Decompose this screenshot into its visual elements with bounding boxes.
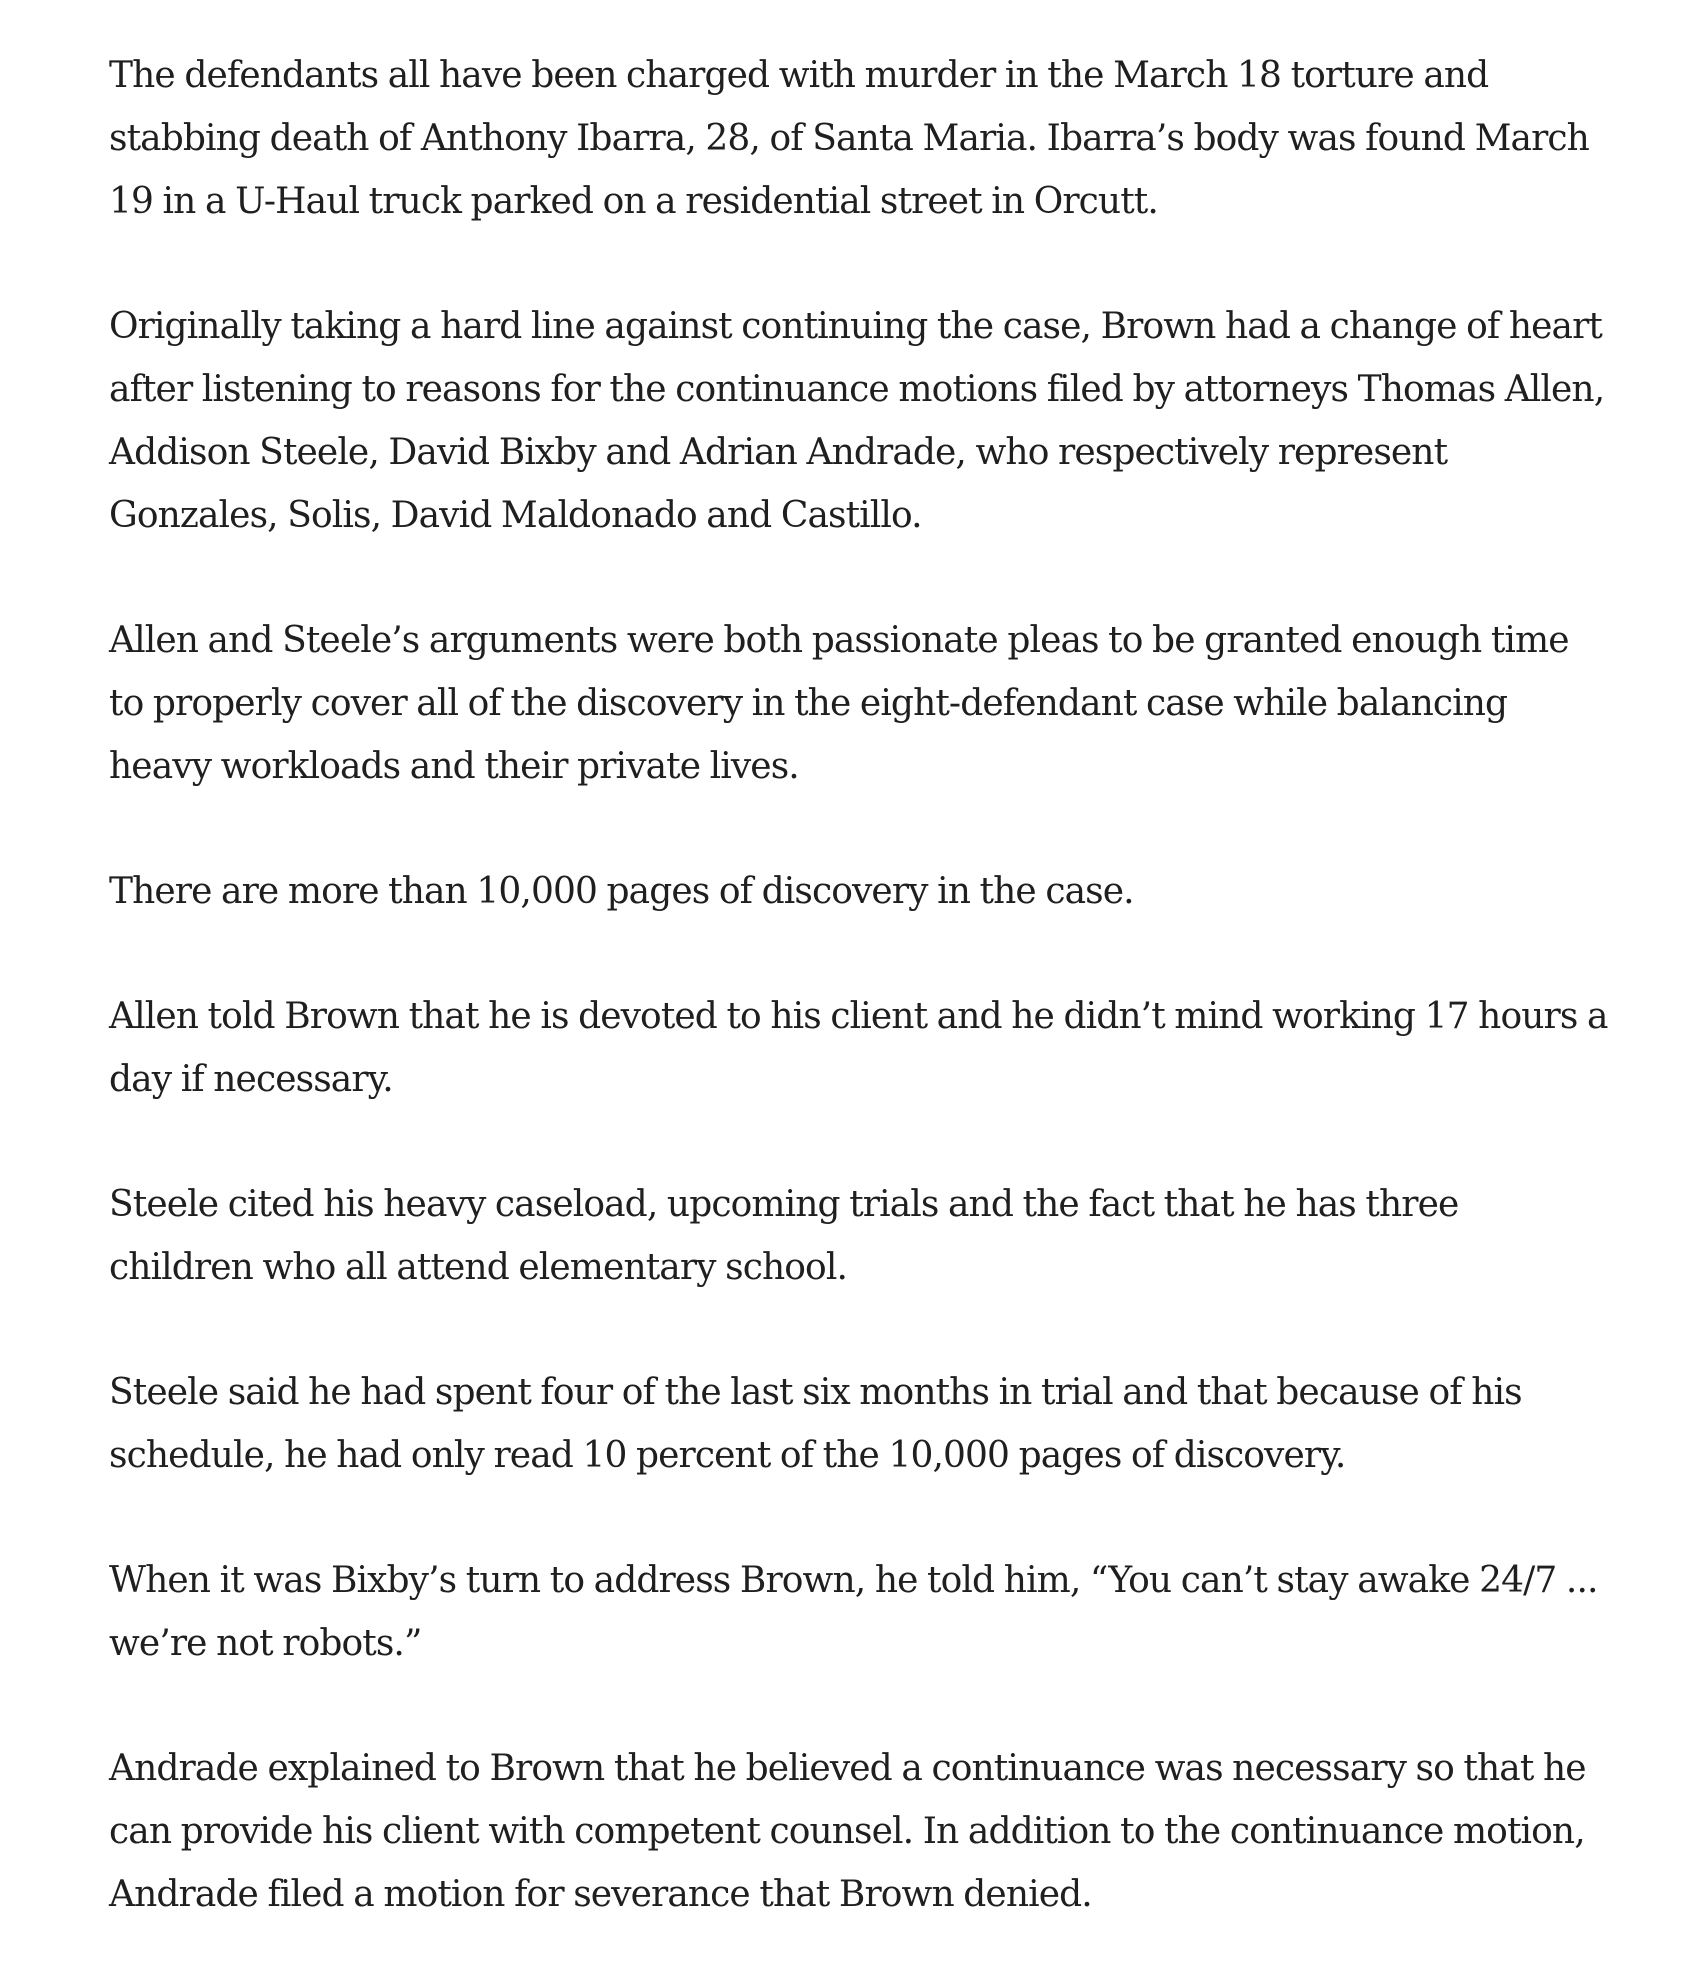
paragraph-9: Andrade explained to Brown that he believed a continuance was necessary so that he can provide his client with competent counsel. In addition to the continuance motion, Andrade filed a motion for severance that Brown denied. [109,1748,1586,1915]
paragraph-1: The defendants all have been charged with murder in the March 18 torture and stabbing death of Anthony Ibarra, 28, of Santa Maria. Ibarra’s body was found March 19 in a U-Haul truck parked on a residential street in Orcutt. [109,55,1589,222]
paragraph-4: There are more than 10,000 pages of discovery in the case. [109,871,1134,912]
paragraph-8: When it was Bixby’s turn to address Brown, he told him, “You can’t stay awake 24/7 ... we’re not robots.” [109,1560,1598,1664]
paragraph-3: Allen and Steele’s arguments were both passionate pleas to be granted enough time to properly cover all of the discovery in the eight-defendant case while balancing heavy workloads and their private lives. [109,620,1569,787]
paragraph-5: Allen told Brown that he is devoted to his client and he didn’t mind working 17 hours a day if necessary. [109,996,1608,1100]
paragraph-2: Originally taking a hard line against continuing the case, Brown had a change of heart after listening to reasons for the continuance motions filed by attorneys Thomas Allen, Addison Steele, David Bixby and Adrian Andrade, who respectively represent Gonzales, Solis, David Maldonado and Castillo. [109,306,1605,536]
paragraph-7: Steele said he had spent four of the last six months in trial and that because of his schedule, he had only read 10 percent of the 10,000 pages of discovery. [109,1372,1522,1476]
article-body [109,44,1609,1926]
paragraph-6: Steele cited his heavy caseload, upcoming trials and the fact that he has three children who all attend elementary school. [109,1184,1459,1288]
